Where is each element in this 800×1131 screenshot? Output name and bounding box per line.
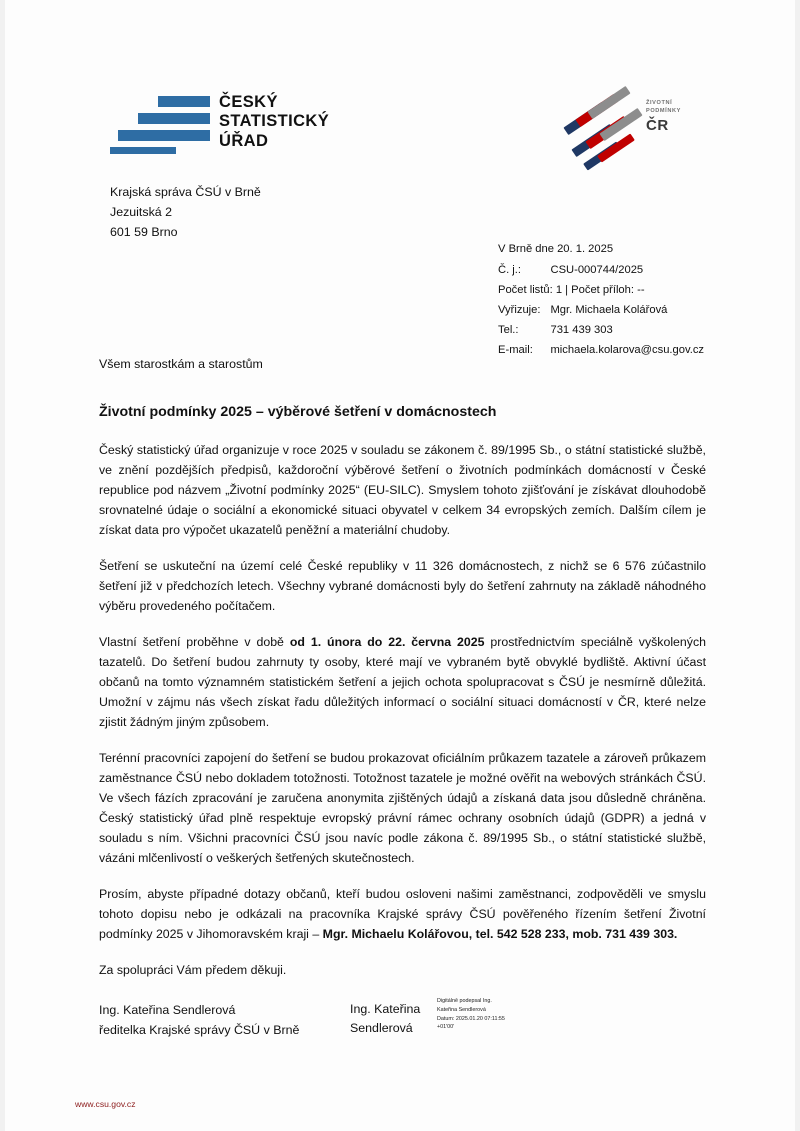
zp-logo-label (646, 100, 681, 115)
stamp-line-1: Digitálně podepsal Ing. (437, 998, 492, 1004)
document-meta-block (498, 240, 704, 361)
address-line-3: 601 59 Brno (110, 225, 178, 240)
paragraph-3-text-b: prostřednictvím speciálně vyškolených tazatelů. Do šetření budou zahrnuty ty osoby, které mají ve vybraném bytě obvyklé bydliště. Aktivní účast občanů na tomto významném statistickém šetření a jejich ochota spolupracovat s ČSÚ je nesmírně důležitá. Umožní v zájmu nás všech získat řadu důležitých informací o sociální situaci domácností v ČR, které nelze zjistit žádným jiným způsobem. (99, 634, 707, 729)
paragraph-2-text: Šetření se uskuteční na území celé České republiky v 11 326 domácnostech, z nichž se 6 576 zúčastnilo šetření již v předchozích letech. Všechny vybrané domácnosti byly do šetření zahrnuty na základě náhodného výběru provedeného počítačem. (99, 558, 706, 613)
signature-block (99, 1000, 299, 1040)
meta-value: 731 439 303 (550, 323, 613, 336)
meta-row (498, 301, 704, 321)
paragraph-3-text-a: Vlastní šetření proběhne v době (99, 634, 290, 649)
meta-row (498, 261, 704, 281)
meta-row (498, 341, 704, 361)
digital-signature-name-line-1: Ing. Kateřina (350, 1002, 421, 1016)
stamp-line-3: Datum: 2025.01.20 07:11:55 (437, 1015, 505, 1022)
paragraph-5 (99, 885, 706, 945)
meta-key: E-mail: (498, 343, 533, 356)
meta-value: CSU-000744/2025 (550, 263, 644, 276)
paragraph-6 (99, 961, 706, 981)
paragraph-4-text: Terénní pracovníci zapojení do šetření se budou prokazovat oficiálním průkazem tazatele a zároveň průkazem zaměstnance ČSÚ nebo dokladem totožnosti. Totožnost tazatele je možné ověřit na webových stránkách ČSÚ. Ve všech fázích zpracování je zaručena anonymita zjištěných údajů a získaná data jsou důsledně chráněna. Český statistický úřad plně respektuje evropský právní rámec ochrany osobních údajů (GDPR) a jedná v souladu s ním. Všichni pracovníci ČSÚ jsou navíc podle zákona č. 89/1995 Sb., o státní statistické službě, vázáni mlčenlivostí o veškerých šetřených skutečnostech. (99, 750, 706, 865)
digital-signature-name (350, 1000, 420, 1037)
zp-stripes-icon (560, 96, 656, 162)
page-title: Životní podmínky 2025 – výběrové šetření v domácnostech (99, 404, 497, 420)
letter-body (99, 441, 706, 981)
meta-key: Počet listů: 1 | Počet příloh: -- (498, 283, 645, 296)
sender-address-block (110, 182, 261, 242)
stamp-line-2: Kateřina Sendlerová (437, 1006, 486, 1013)
csu-bars-icon (110, 92, 210, 154)
meta-place-date: V Brně dne 20. 1. 2025 (498, 243, 614, 255)
signatory-name: Ing. Kateřina Sendlerová (99, 1003, 236, 1017)
csu-logo-line-3: ÚŘAD (219, 131, 269, 150)
meta-key: Č. j.: (498, 263, 521, 276)
digital-signature-name-line-2: Sendlerová (350, 1020, 413, 1035)
csu-logo-line-1: ČESKÝ (219, 93, 278, 111)
stamp-line-4: +01'00' (437, 1024, 455, 1031)
signatory-role: ředitelka Krajské správy ČSÚ v Brně (99, 1023, 300, 1038)
salutation: Všem starostkám a starostům (99, 357, 263, 371)
digital-signature-stamp (437, 997, 567, 1032)
letterhead (0, 92, 800, 172)
zp-logo-label-line-2: PODMÍNKY (646, 107, 681, 114)
zp-logo-cr: ČR (646, 117, 669, 134)
address-line-1: Krajská správa ČSÚ v Brně (110, 185, 261, 199)
meta-row (498, 321, 704, 341)
csu-logo-line-2: STATISTICKÝ (219, 112, 330, 131)
csu-logo-text (219, 92, 329, 151)
footer-url[interactable]: www.csu.gov.cz (75, 1099, 136, 1109)
paragraph-3-highlight: od 1. února do 22. června 2025 (289, 634, 485, 649)
meta-key: Tel.: (498, 323, 519, 336)
meta-key: Vyřizuje: (498, 303, 541, 316)
meta-value-email: michaela.kolarova@csu.gov.cz (550, 343, 705, 356)
paragraph-4 (99, 749, 706, 869)
zivotni-podminky-logo (560, 96, 690, 164)
address-line-2: Jezuitská 2 (110, 205, 172, 220)
paragraph-3 (99, 633, 706, 733)
paragraph-1 (99, 441, 706, 541)
meta-row (498, 281, 704, 301)
paragraph-5-contact: Mgr. Michaelu Kolářovou, tel. 542 528 233, mob. 731 439 303. (322, 926, 678, 941)
paragraph-6-text: Za spolupráci Vám předem děkuji. (99, 962, 287, 977)
paragraph-5-text-a: Prosím, abyste případné dotazy občanů, kteří budou osloveni našimi zaměstnanci, zodpověděli ve smyslu tohoto dopisu nebo je odkázali na pracovníka Krajské správy ČSÚ pověřeného řízením šetření Životní podmínky 2025 v Jihomoravském kraji – (99, 886, 706, 941)
paragraph-1-text: Český statistický úřad organizuje v roce 2025 v souladu se zákonem č. 89/1995 Sb., o státní statistické službě, ve znění pozdějších předpisů, každoroční výběrové šetření o životních podmínkách domácností v České republice pod názvem „Životní podmínky 2025“ (EU-SILC). Smyslem tohoto zjišťování je získávat dlouhodobě srovnatelné údaje o sociální a ekonomické situaci obyvatel v celkem 34 evropských zemích. Dalším cílem je získat data pro výpočet ukazatelů peněžní a materiální chudoby. (99, 443, 706, 537)
meta-value: Mgr. Michaela Kolářová (550, 303, 668, 316)
paragraph-2 (99, 557, 706, 617)
meta-table (498, 261, 704, 361)
csu-logo (110, 92, 329, 154)
zp-logo-label-line-1: ŽIVOTNÍ (646, 100, 673, 106)
